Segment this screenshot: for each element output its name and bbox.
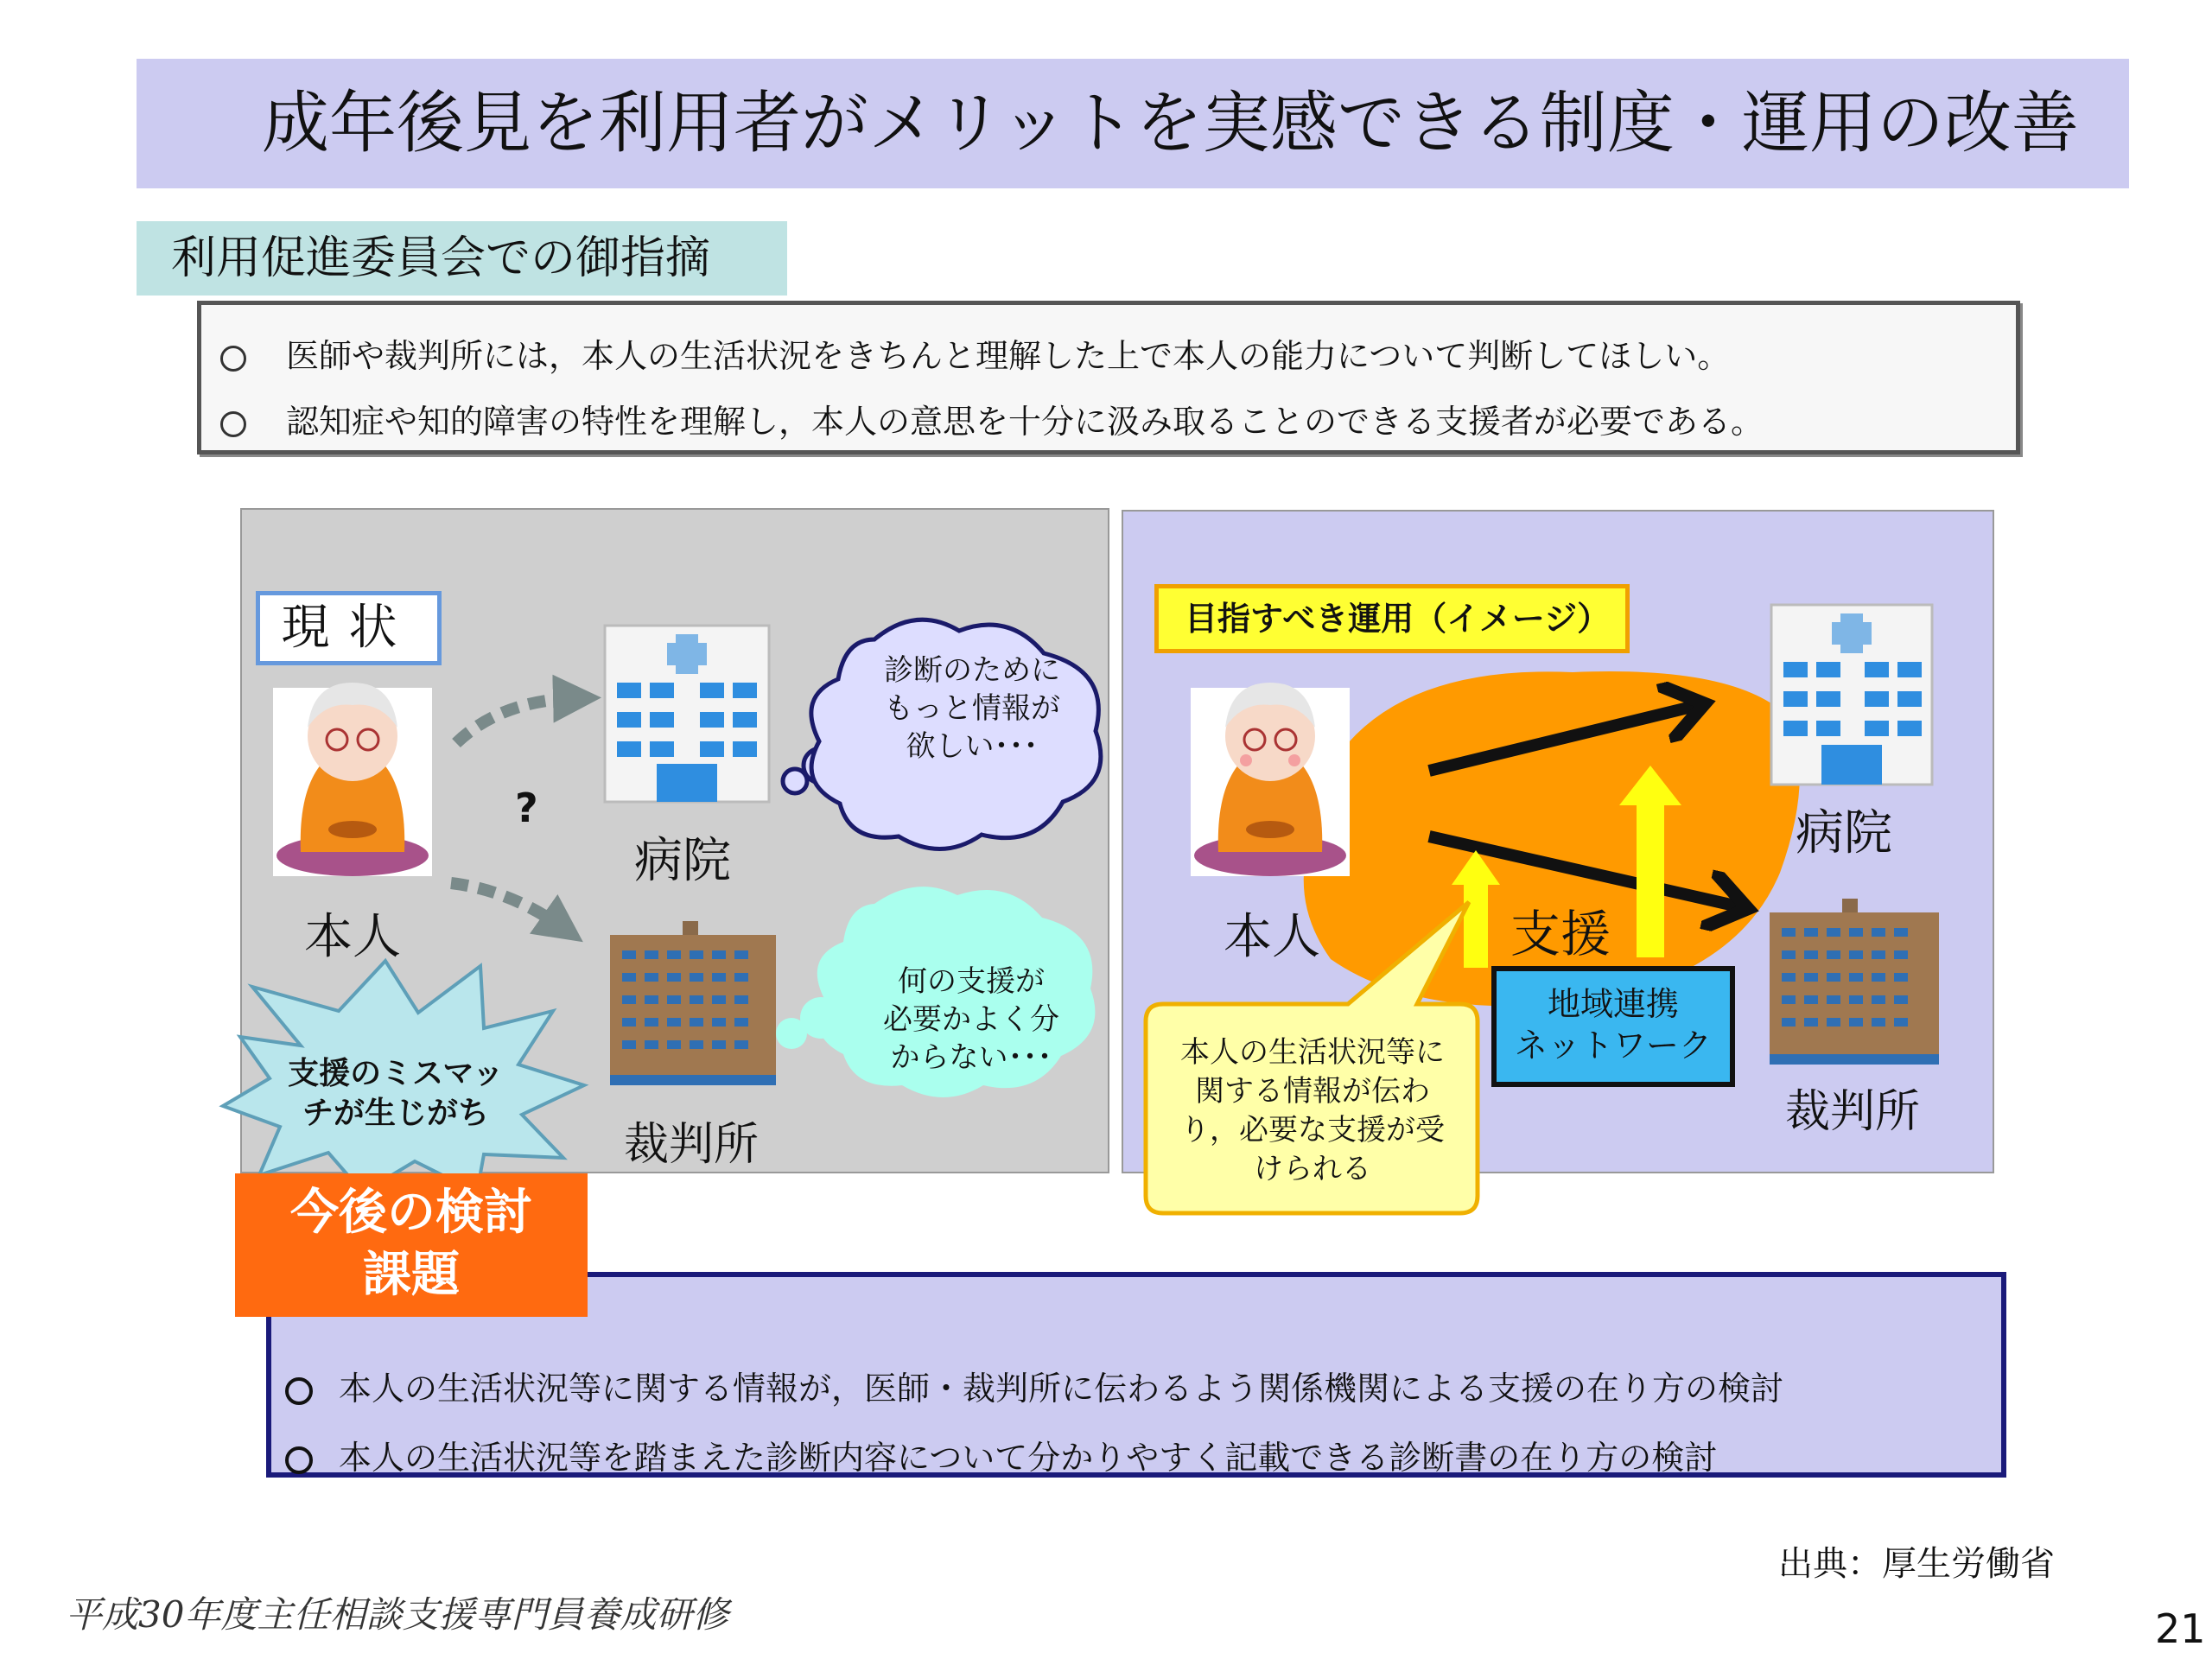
hospital-icon bbox=[605, 626, 769, 802]
current-state-label: 現状 bbox=[256, 591, 442, 665]
court-label: 裁判所 bbox=[1785, 1086, 1921, 1138]
source-credit: 出典：厚生労働省 bbox=[1778, 1544, 2055, 1584]
future-issue-text: 本人の生活状況等に関する情報が，医師・裁判所に伝わるよう関係機関による支援の在り方の検討 bbox=[339, 1370, 1784, 1408]
regional-network-box: 地域連携 ネットワーク bbox=[1491, 966, 1735, 1087]
footer-note: 平成30年度主任相談支援専門員養成研修 bbox=[66, 1593, 729, 1636]
hospital-icon bbox=[1771, 605, 1932, 785]
future-issue-item bbox=[285, 1431, 1717, 1478]
court-building-icon bbox=[1770, 899, 1939, 1065]
mismatch-text: 支援のミスマッ チが生じがち bbox=[288, 1056, 504, 1131]
cloud-top-text: 診断のために もっと情報が 欲しい･･･ bbox=[884, 653, 1060, 764]
uncertain-arrow-icon bbox=[451, 698, 577, 928]
person-label: 本人 bbox=[304, 909, 401, 965]
section-label: 利用促進委員会での御指摘 bbox=[137, 221, 787, 296]
hospital-label: 病院 bbox=[1796, 805, 1892, 861]
question-mark: ? bbox=[515, 785, 538, 831]
future-issue-text: 本人の生活状況等を踏まえた診断内容について分かりやすく記載できる診断書の在り方の検討 bbox=[339, 1439, 1718, 1477]
target-operation-label: 目指すべき運用（イメージ） bbox=[1154, 584, 1630, 653]
cloud-bottom-text: 何の支援が 必要かよく分 からない･･･ bbox=[883, 964, 1059, 1075]
issue-text: 医師や裁判所には，本人の生活状況をきちんと理解した上で本人の能力について判断してほしい。 bbox=[286, 337, 1731, 375]
court-label: 裁判所 bbox=[624, 1119, 760, 1171]
elderly-person-icon bbox=[1191, 683, 1350, 876]
support-label: 支援 bbox=[1510, 905, 1611, 963]
hospital-label: 病院 bbox=[634, 833, 731, 889]
bullet-circle-icon bbox=[285, 1446, 313, 1474]
future-issues-label: 今後の検討 課題 bbox=[235, 1173, 588, 1317]
person-label: 本人 bbox=[1224, 909, 1320, 965]
court-building-icon bbox=[610, 921, 776, 1085]
callout-text: 本人の生活状況等に 関する情報が伝わ り，必要な支援が受 けられる bbox=[1180, 1035, 1445, 1186]
future-issue-item bbox=[285, 1362, 1783, 1409]
elderly-person-icon bbox=[273, 683, 432, 876]
page-number: 21 bbox=[2155, 1605, 2206, 1652]
page-title: 成年後見を利用者がメリットを実感できる制度・運用の改善 bbox=[262, 85, 2079, 162]
bullet-circle-icon bbox=[285, 1377, 313, 1405]
issue-text: 認知症や知的障害の特性を理解し，本人の意思を十分に汲み取ることのできる支援者が必要である。 bbox=[286, 403, 1764, 441]
